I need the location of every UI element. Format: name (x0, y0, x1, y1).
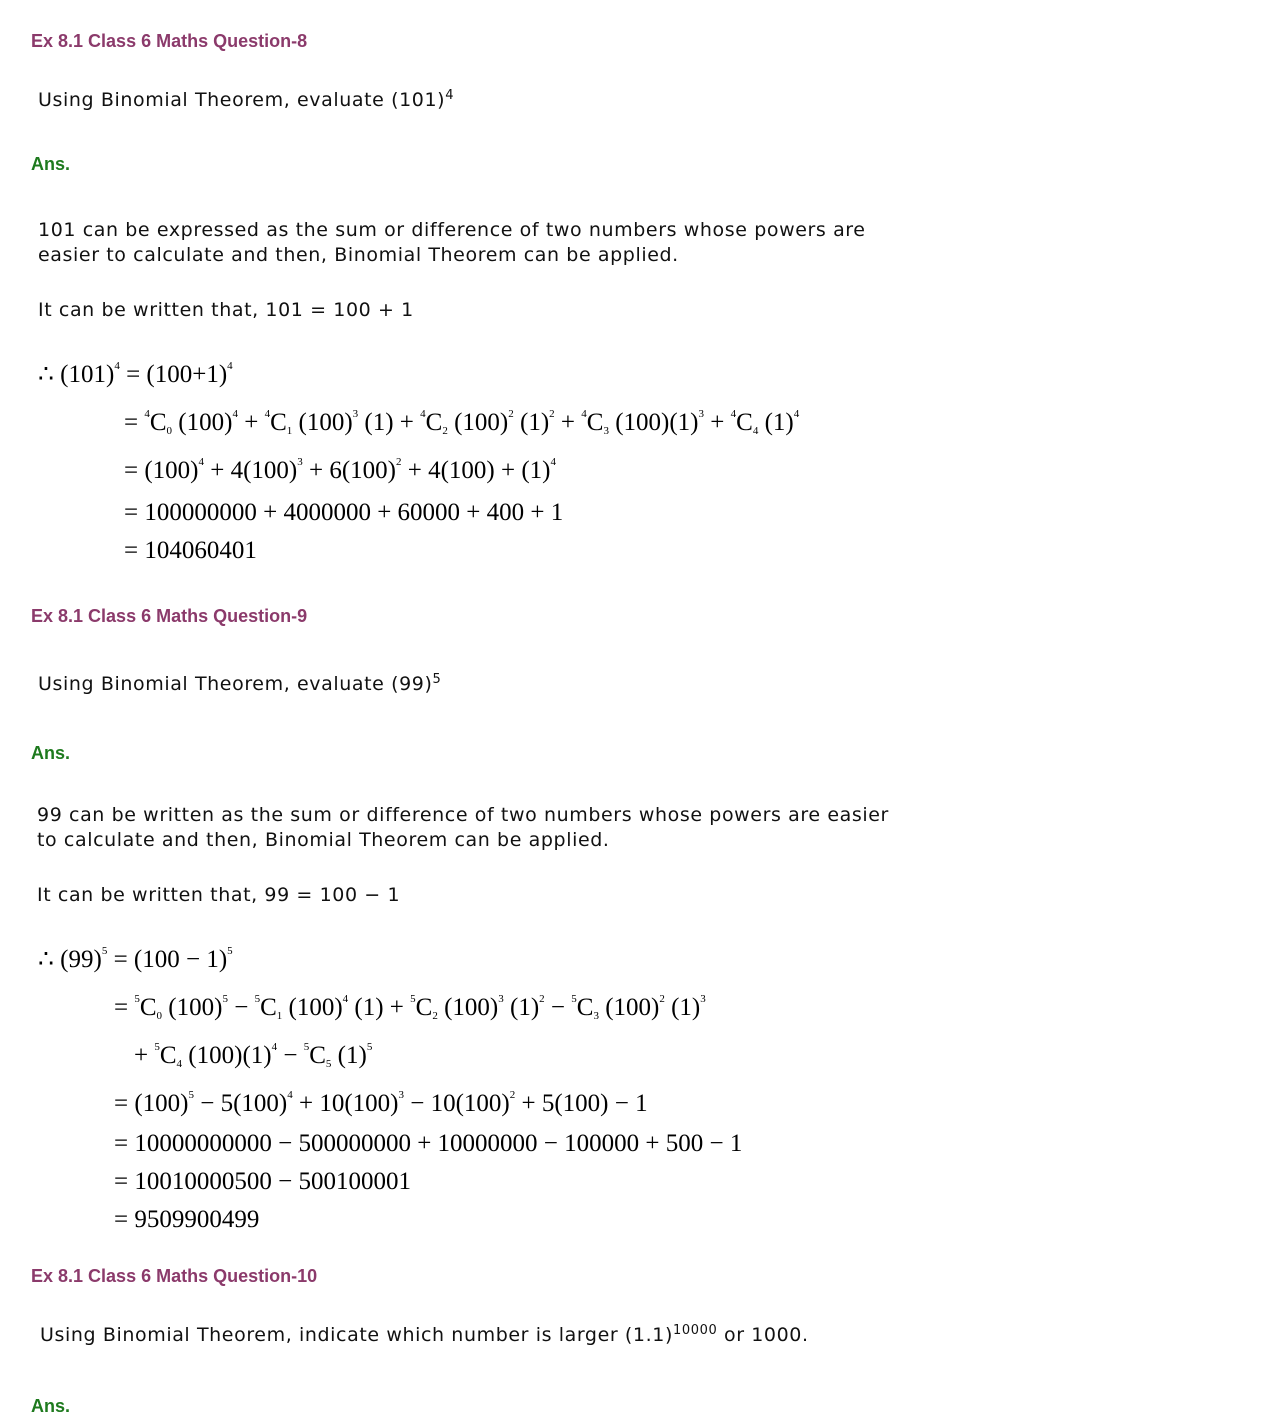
question-8-explanation-line-2: easier to calculate and then, Binomial Theorem can be applied. (38, 244, 679, 266)
q8-solution-line-4: = 100000000 + 4000000 + 60000 + 400 + 1 (124, 499, 564, 526)
question-8-text: Using Binomial Theorem, evaluate $(101)^4$ (38, 88, 455, 111)
q9-solution-line-5: = 10000000000 − 500000000 + 10000000 − 100000 + 500 − 1 (114, 1130, 743, 1157)
question-10-text: Using Binomial Theorem, indicate which number is larger $(1.1)^{10000}$ or 1000. (40, 1323, 809, 1346)
q9-solution-line-2: = $^5C_0$ $(100)^5 - ^5C_1$ $(100)^4$ $(1) + ^5C_2$ $(100)^3$ $(1)^2 - ^5C_3$ $(100)^2$ $(1)^3$ (114, 993, 706, 1022)
question-8-heading: Ex 8.1 Class 6 Maths Question-8 (31, 31, 308, 51)
q8-solution-line-1: ∴ $(101)^4 = (100+1)^4$ (38, 360, 233, 388)
question-9-ans-label: Ans. (31, 743, 71, 763)
question-9-decomposition: It can be written that, 99 = 100 − 1 (37, 884, 401, 906)
question-9-heading: Ex 8.1 Class 6 Maths Question-9 (31, 606, 308, 626)
question-8-decomposition: It can be written that, 101 = 100 + 1 (38, 299, 414, 321)
q9-solution-line-1: ∴ $(99)^5 = (100 - 1)^5$ (38, 945, 233, 973)
question-9-explanation-line-1: 99 can be written as the sum or difference of two numbers whose powers are easier (37, 804, 889, 826)
q9-solution-line-3: + $^5C_4$ $(100)(1)^4 - ^5C_5$ $(1)^5$ (134, 1041, 373, 1070)
question-10-heading: Ex 8.1 Class 6 Maths Question-10 (31, 1266, 318, 1286)
question-8-explanation-line-1: 101 can be expressed as the sum or difference of two numbers whose powers are (38, 219, 866, 241)
question-9-text: Using Binomial Theorem, evaluate $(99)^5$ (38, 672, 442, 695)
q8-solution-line-5: = 104060401 (124, 537, 257, 564)
q8-solution-line-2: = $^4C_0$ $(100)^4 + ^4C_1$ $(100)^3$ $(1) + ^4C_2$ $(100)^2$ $(1)^2 + ^4C_3$ $(100)(1)^3 + ^4C_4$ $(1)^4$ (124, 408, 800, 437)
q9-solution-line-7: = 9509900499 (114, 1206, 260, 1233)
question-9-explanation-line-2: to calculate and then, Binomial Theorem can be applied. (37, 829, 610, 851)
q8-solution-line-3: = $(100)^4 + 4(100)^3 + 6(100)^2 + 4(100) + (1)^4$ (124, 456, 556, 484)
q9-solution-line-4: = $(100)^5 - 5(100)^4 + 10(100)^3 - 10(100)^2 + 5(100) - 1$ (114, 1089, 648, 1117)
question-8-ans-label: Ans. (31, 154, 71, 174)
q9-solution-line-6: = 10010000500 − 500100001 (114, 1168, 411, 1195)
question-10-ans-label: Ans. (31, 1396, 71, 1416)
